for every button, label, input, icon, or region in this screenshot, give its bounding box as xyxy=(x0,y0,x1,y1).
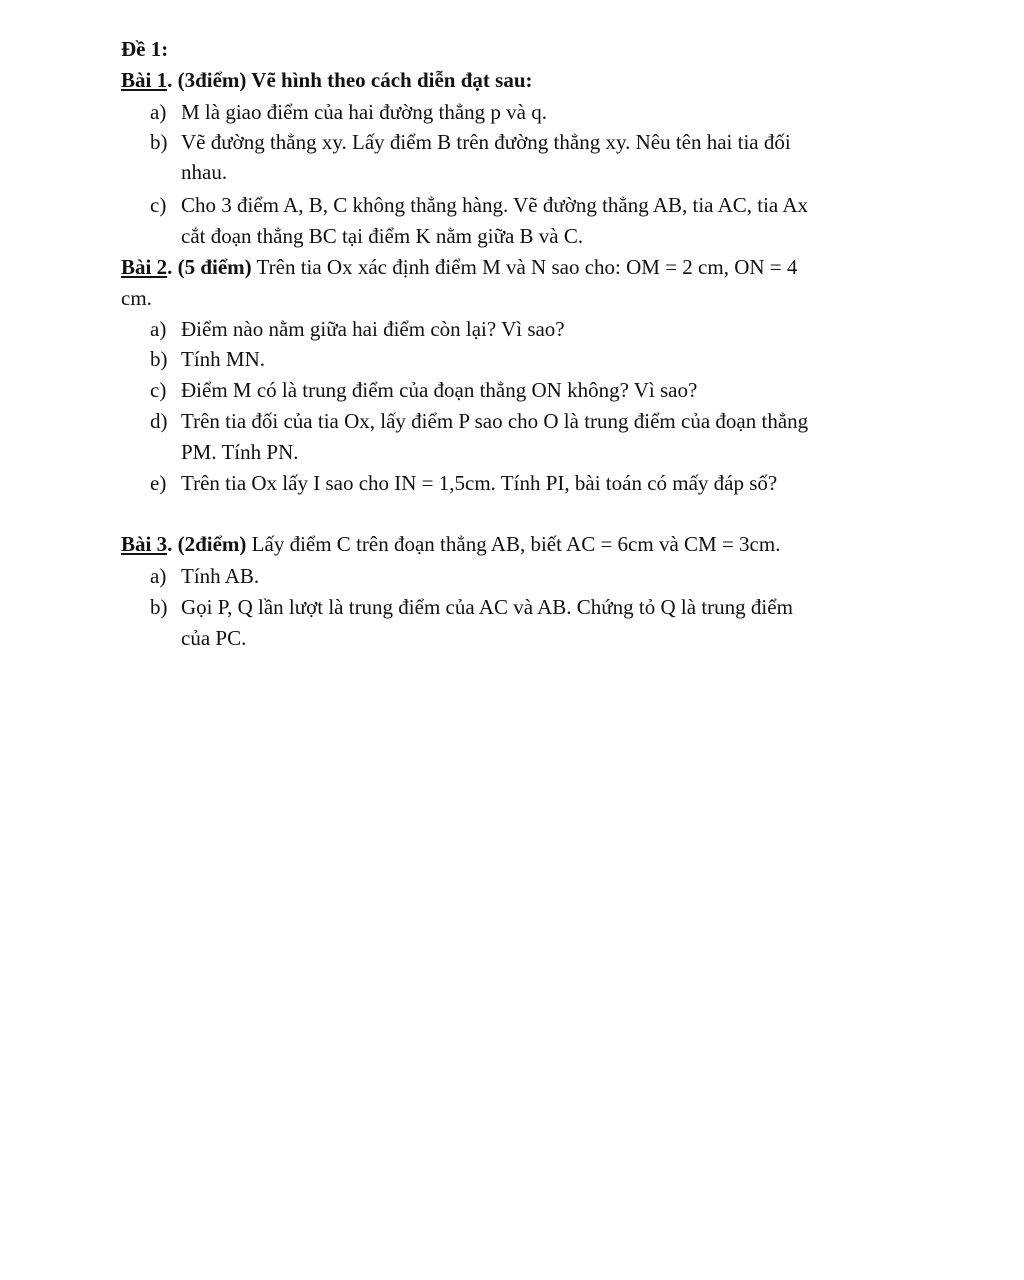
bai1-item-b-text-1: Vẽ đường thẳng xy. Lấy điểm B trên đường thẳng xy. Nêu tên hai tia đối xyxy=(181,130,791,154)
bai2-item-d-text-2: PM. Tính PN. xyxy=(181,440,299,464)
bai2-item-c-label: c) xyxy=(150,378,167,402)
bai3-item-a-text: Tính AB. xyxy=(181,564,260,588)
bai2-item-b-label: b) xyxy=(150,347,168,371)
bai3-item-b-text-1: Gọi P, Q lần lượt là trung điểm của AC và AB. Chứng tỏ Q là trung điểm xyxy=(181,595,793,619)
bai1-heading xyxy=(121,65,533,95)
bai3-label: Bài 3 xyxy=(121,532,168,556)
bai2-item-e-text: Trên tia Ox lấy I sao cho IN = 1,5cm. Tính PI, bài toán có mấy đáp số? xyxy=(181,471,778,495)
bai2-item-d-label: d) xyxy=(150,409,168,433)
bai2-item-b-text: Tính MN. xyxy=(181,347,265,371)
bai2-heading xyxy=(121,252,797,282)
bai1-item-c-text-2: cắt đoạn thẳng BC tại điểm K nằm giữa B và C. xyxy=(181,224,584,248)
bai3-heading xyxy=(121,529,780,559)
bai2-heading-text: Trên tia Ox xác định điểm M và N sao cho: OM = 2 cm, ON = 4 xyxy=(251,255,798,279)
bai1-item-b-text-2: nhau. xyxy=(181,160,228,184)
bai1-item-b-label: b) xyxy=(150,130,168,154)
bai2-item-c-text: Điểm M có là trung điểm của đoạn thẳng ON không? Vì sao? xyxy=(181,378,698,402)
bai3-item-b-label: b) xyxy=(150,595,168,619)
bai2-item-a-label: a) xyxy=(150,317,167,341)
bai3-item-a-label: a) xyxy=(150,564,167,588)
bai2-item-d-text-1: Trên tia đối của tia Ox, lấy điểm P sao cho O là trung điểm của đoạn thẳng xyxy=(181,409,809,433)
bai2-points: (5 điểm) xyxy=(172,255,252,279)
bai2-item-a-text: Điểm nào nằm giữa hai điểm còn lại? Vì sao? xyxy=(181,317,565,341)
bai1-item-a-text: M là giao điểm của hai đường thẳng p và q. xyxy=(181,100,547,124)
bai3-heading-text: Lấy điểm C trên đoạn thẳng AB, biết AC = 6cm và CM = 3cm. xyxy=(246,532,781,556)
bai1-label: Bài 1 xyxy=(121,68,168,92)
bai1-item-a-label: a) xyxy=(150,100,167,124)
bai1-points: (3điểm) xyxy=(172,68,247,92)
bai2-heading-text-2: cm. xyxy=(121,286,152,310)
bai3-item-b-text-2: của PC. xyxy=(181,626,247,650)
bai3-dot: . xyxy=(167,532,173,556)
bai2-item-e-label: e) xyxy=(150,471,167,495)
bai1-item-c-text-1: Cho 3 điểm A, B, C không thẳng hàng. Vẽ đường thẳng AB, tia AC, tia Ax xyxy=(181,193,809,217)
exam-title: Đề 1: xyxy=(121,37,169,61)
bai3-points: (2điểm) xyxy=(172,532,247,556)
bai1-dot: . xyxy=(167,68,173,92)
bai2-label: Bài 2 xyxy=(121,255,168,279)
bai1-heading-text: Vẽ hình theo cách diễn đạt sau: xyxy=(246,68,533,92)
bai2-dot: . xyxy=(167,255,173,279)
bai1-item-c-label: c) xyxy=(150,193,167,217)
